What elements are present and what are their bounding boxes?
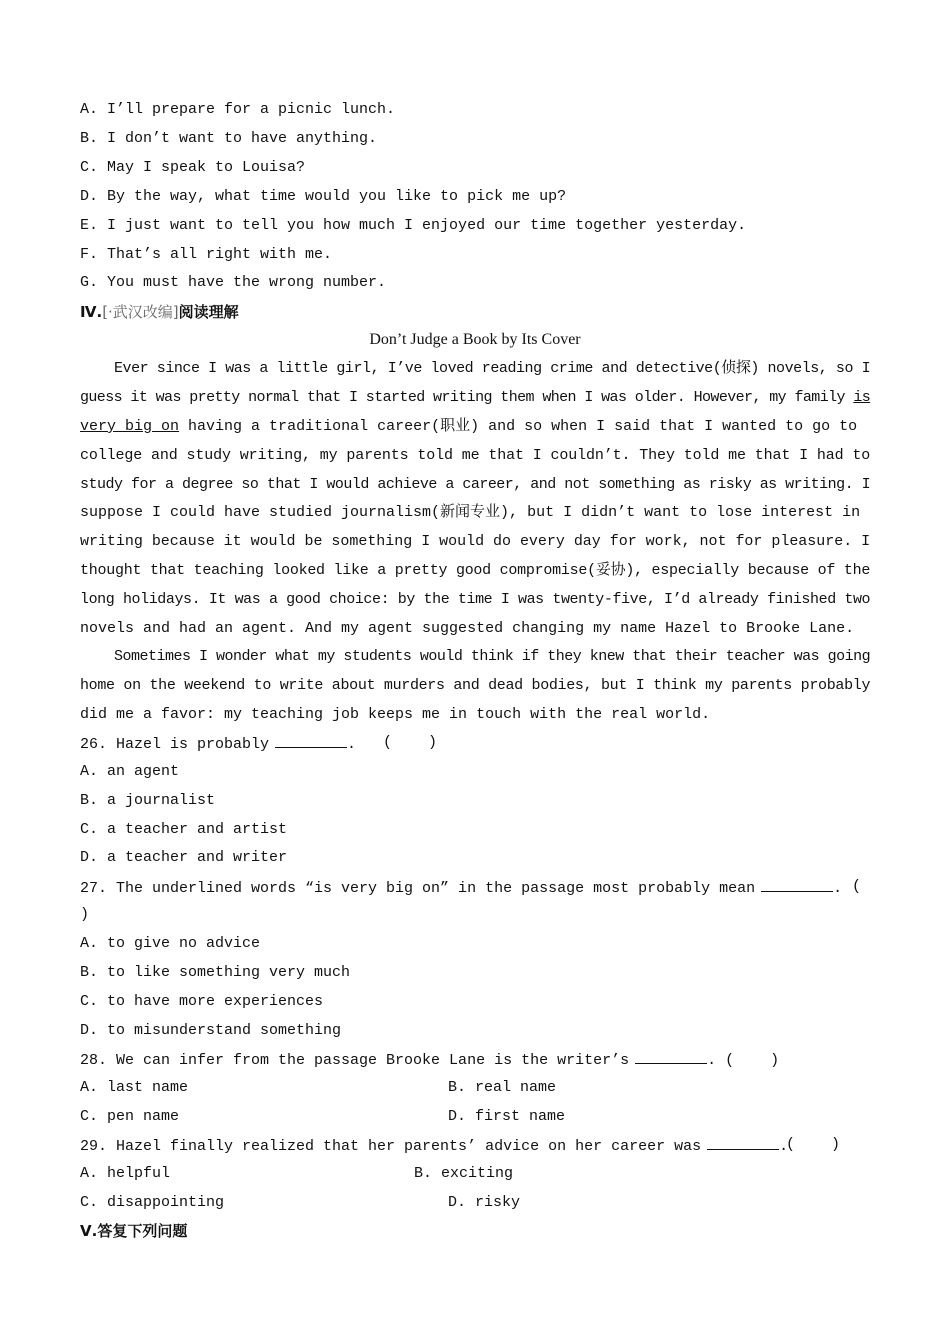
option-b: B. I don’t want to have anything. (80, 130, 378, 147)
question-26: 26. Hazel is probably . (80, 733, 356, 755)
answer-paren: ( ) (383, 734, 438, 751)
section-4-source: [·武汉改编] (102, 303, 179, 321)
answer-paren: ( ) (786, 1136, 841, 1153)
q27-option-b: B. to like something very much (80, 964, 351, 981)
passage-p2-line2: home on the weekend to write about murders and dead bodies, but I think my parents probably (80, 677, 871, 694)
q28-option-b: B. real name (448, 1079, 557, 1096)
q28-option-a: A. last name (80, 1079, 189, 1096)
underlined-phrase-part1: is (853, 389, 871, 406)
question-28: 28. We can infer from the passage Brooke Lane is the writer’s . ( ) (80, 1049, 779, 1071)
passage-p1-line10: novels and had an agent. And my agent suggested changing my name Hazel to Brooke Lane. (80, 620, 855, 637)
answer-paren-open: ( (852, 878, 862, 895)
option-e: E. I just want to tell you how much I enjoyed our time together yesterday. (80, 217, 747, 234)
passage-p2-line3: did me a favor: my teaching job keeps me in touch with the real world. (80, 706, 711, 723)
answer-paren-close: ) (80, 906, 90, 923)
option-d: D. By the way, what time would you like to pick me up? (80, 188, 567, 205)
underlined-phrase-part2: very big on (80, 418, 180, 435)
q26-option-a: A. an agent (80, 763, 180, 780)
answer-blank (635, 1049, 707, 1064)
passage-title: Don’t Judge a Book by Its Cover (369, 331, 581, 348)
q29-option-d: D. risky (448, 1194, 521, 1211)
option-f: F. That’s all right with me. (80, 246, 333, 263)
q26-option-c: C. a teacher and artist (80, 821, 288, 838)
passage-p1-line6: suppose I could have studied journalism(新闻专业), but I didn’t want to lose interest in (80, 504, 861, 521)
q27-option-d: D. to misunderstand something (80, 1022, 342, 1039)
question-27: 27. The underlined words “is very big on” in the passage most probably mean . (80, 877, 842, 899)
section-4-numeral: Ⅳ. (80, 303, 103, 321)
q29-option-b: B. exciting (414, 1165, 514, 1182)
section-5-title: 答复下列问题 (97, 1222, 188, 1240)
passage-p1-line8: thought that teaching looked like a pretty good compromise(妥协), especially because of the (80, 562, 871, 579)
passage-p1-line3: very big on having a traditional career(职业) and so when I said that I wanted to go to (80, 418, 858, 435)
q28-option-d: D. first name (448, 1108, 566, 1125)
q26-option-d: D. a teacher and writer (80, 849, 288, 866)
passage-p1-line9: long holidays. It was a good choice: by the time I was twenty-five, I’d already finished two (80, 591, 871, 608)
q26-option-b: B. a journalist (80, 792, 216, 809)
option-a: A. I’ll prepare for a picnic lunch. (80, 101, 396, 118)
section-4-title: 阅读理解 (178, 303, 239, 321)
section-5-heading (80, 1221, 187, 1243)
option-g: G. You must have the wrong number. (80, 274, 387, 291)
q29-option-c: C. disappointing (80, 1194, 225, 1211)
answer-paren: ( ) (725, 1052, 780, 1069)
passage-p1-line7: writing because it would be something I would do every day for work, not for pleasure. I (80, 533, 871, 550)
passage-p2-line1: Sometimes I wonder what my students would think if they knew that their teacher was going (114, 648, 871, 665)
section-5-numeral: Ⅴ. (80, 1222, 98, 1240)
answer-blank (761, 877, 833, 892)
option-c: C. May I speak to Louisa? (80, 159, 306, 176)
q27-option-c: C. to have more experiences (80, 993, 324, 1010)
q28-option-c: C. pen name (80, 1108, 180, 1125)
question-29: 29. Hazel finally realized that her parents’ advice on her career was . (80, 1135, 788, 1157)
q29-option-a: A. helpful (80, 1165, 171, 1182)
q27-option-a: A. to give no advice (80, 935, 261, 952)
passage-p1-line4: college and study writing, my parents told me that I couldn’t. They told me that I had to (80, 447, 871, 464)
passage-p1-line5: study for a degree so that I would achieve a career, and not something as risky as writing. I (80, 476, 871, 493)
answer-blank (707, 1135, 779, 1150)
answer-blank (275, 733, 347, 748)
section-4-heading (80, 302, 239, 324)
passage-p1-line1: Ever since I was a little girl, I’ve loved reading crime and detective(侦探) novels, so I (114, 360, 871, 377)
passage-p1-line2: guess it was pretty normal that I started writing them when I was older. However, my family is (80, 389, 871, 406)
